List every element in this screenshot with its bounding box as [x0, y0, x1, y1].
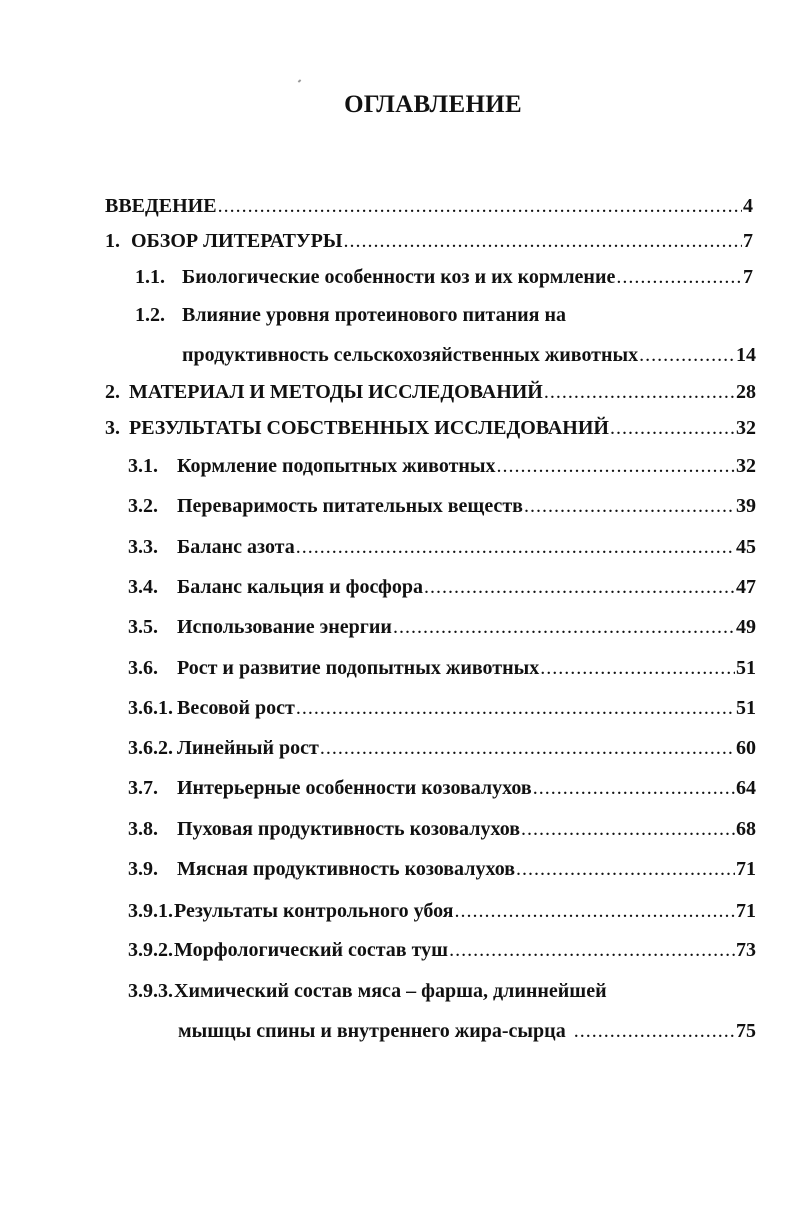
dot-leader	[610, 416, 735, 440]
toc-entry-number: 3.6.	[128, 657, 158, 679]
toc-entry-title: Биологические особенности коз и их кормление	[182, 266, 616, 288]
toc-entry-3-5[interactable]	[128, 615, 756, 639]
toc-page-number: 60	[736, 737, 756, 759]
toc-entry-title: Переваримость питательных веществ	[177, 495, 523, 517]
dot-leader	[524, 494, 735, 518]
toc-entry-title: Химический состав мяса – фарша, длиннейшей	[174, 980, 607, 1002]
toc-entry-title: Рост и развитие подопытных животных	[177, 657, 540, 679]
toc-entry-3-9[interactable]	[128, 857, 756, 881]
toc-entry-number: 3.4.	[128, 576, 158, 598]
toc-page-number: 71	[736, 900, 756, 922]
dot-leader	[540, 656, 735, 680]
toc-page-number: 32	[736, 455, 756, 477]
toc-entry-number: 2.	[105, 381, 120, 403]
toc-page-number: 32	[736, 417, 756, 439]
toc-entry-2[interactable]	[105, 380, 756, 404]
dot-leader	[574, 1019, 735, 1043]
dot-leader	[497, 454, 735, 478]
toc-entry-number: 3.6.2.	[128, 737, 173, 759]
toc-entry-title: Мясная продуктивность козовалухов	[177, 858, 515, 880]
toc-entry-3-9-3-continued[interactable]	[178, 1019, 756, 1043]
toc-entry-number: 3.9.2.	[128, 939, 173, 961]
dot-leader	[343, 229, 742, 253]
toc-entry-title: Морфологический состав туш	[174, 939, 449, 961]
toc-entry-title-continued: продуктивность сельскохозяйственных животных	[182, 344, 639, 366]
dot-leader	[616, 265, 742, 289]
toc-page-number: 73	[736, 939, 756, 961]
toc-entry-number: 3.6.1.	[128, 697, 173, 719]
toc-page-number: 39	[736, 495, 756, 517]
toc-entry-title: Пуховая продуктивность козовалухов	[177, 818, 520, 840]
toc-entry-title: ОБЗОР ЛИТЕРАТУРЫ	[131, 230, 343, 252]
dot-leader	[544, 380, 735, 404]
dot-leader	[455, 899, 735, 923]
toc-entry-3-3[interactable]	[128, 535, 756, 559]
toc-entry-3-6-2[interactable]	[128, 736, 756, 760]
toc-entry-number: 3.2.	[128, 495, 158, 517]
toc-page-number: 7	[743, 230, 753, 252]
toc-entry-title: Кормление подопытных животных	[177, 455, 496, 477]
toc-entry-number: 3.9.	[128, 858, 158, 880]
toc-entry-title: Баланс азота	[177, 536, 295, 558]
toc-entry-number: 3.5.	[128, 616, 158, 638]
toc-entry-number: 1.1.	[135, 266, 165, 288]
toc-entry-title: Влияние уровня протеинового питания на	[182, 304, 566, 326]
toc-entry-1-2[interactable]	[135, 303, 753, 327]
toc-page-number: 49	[736, 616, 756, 638]
toc-entry-number: 3.3.	[128, 536, 158, 558]
toc-page-number: 14	[736, 344, 756, 366]
toc-entry-title-continued: мышцы спины и внутреннего жира-сырца	[178, 1020, 566, 1042]
toc-entry-number: 3.7.	[128, 777, 158, 799]
toc-entry-title: Интерьерные особенности козовалухов	[177, 777, 532, 799]
toc-page-number: 7	[743, 266, 753, 288]
dot-leader	[218, 194, 742, 218]
toc-entry-number: 3.9.3.	[128, 980, 173, 1002]
toc-page-number: 51	[736, 657, 756, 679]
toc-entry-number: 3.8.	[128, 818, 158, 840]
dot-leader	[424, 575, 735, 599]
toc-page-number: 28	[736, 381, 756, 403]
toc-entry-3[interactable]	[105, 416, 756, 440]
toc-entry-title: Баланс кальция и фосфора	[177, 576, 424, 598]
dot-leader	[639, 343, 735, 367]
toc-page-number: 75	[736, 1020, 756, 1042]
toc-entry-1-1[interactable]	[135, 265, 753, 289]
toc-entry-title: Результаты контрольного убоя	[174, 900, 454, 922]
toc-entry-3-7[interactable]	[128, 776, 756, 800]
toc-page-number: 64	[736, 777, 756, 799]
toc-entry-title: МАТЕРИАЛ И МЕТОДЫ ИССЛЕДОВАНИЙ	[129, 381, 543, 403]
toc-entry-3-6-1[interactable]	[128, 696, 756, 720]
toc-entry-number: 3.1.	[128, 455, 158, 477]
toc-entry-introduction[interactable]	[105, 194, 753, 218]
toc-entry-title: ВВЕДЕНИЕ	[105, 195, 217, 217]
dot-leader	[449, 938, 735, 962]
toc-entry-3-6[interactable]	[128, 656, 756, 680]
toc-entry-3-4[interactable]	[128, 575, 756, 599]
toc-entry-3-8[interactable]	[128, 817, 756, 841]
dot-leader	[296, 696, 735, 720]
toc-entry-3-1[interactable]	[128, 454, 756, 478]
toc-page-number: 47	[736, 576, 756, 598]
dot-leader	[320, 736, 735, 760]
toc-entry-number: 3.	[105, 417, 120, 439]
toc-entry-3-9-1[interactable]	[128, 899, 756, 923]
page-title: ОГЛАВЛЕНИЕ	[344, 91, 522, 118]
toc-page-number: 71	[736, 858, 756, 880]
toc-entry-3-2[interactable]	[128, 494, 756, 518]
toc-page-number: 45	[736, 536, 756, 558]
dot-leader	[516, 857, 735, 881]
toc-page-number: 4	[743, 195, 753, 217]
toc-entry-number: 3.9.1.	[128, 900, 173, 922]
toc-entry-title: Использование энергии	[177, 616, 392, 638]
toc-entry-3-9-2[interactable]	[128, 938, 756, 962]
toc-page-number: 68	[736, 818, 756, 840]
toc-entry-1-2-continued[interactable]	[182, 343, 756, 367]
toc-entry-title: Линейный рост	[177, 737, 319, 759]
toc-page-number: 51	[736, 697, 756, 719]
dot-leader	[533, 776, 735, 800]
toc-entry-title: РЕЗУЛЬТАТЫ СОБСТВЕННЫХ ИССЛЕДОВАНИЙ	[129, 417, 609, 439]
dot-leader	[296, 535, 735, 559]
scan-speck	[298, 79, 302, 82]
toc-entry-number: 1.2.	[135, 304, 165, 326]
toc-entry-title: Весовой рост	[177, 697, 295, 719]
dot-leader	[521, 817, 735, 841]
toc-entry-1[interactable]	[105, 229, 753, 253]
toc-entry-3-9-3[interactable]	[128, 979, 756, 1003]
dot-leader	[393, 615, 735, 639]
toc-entry-number: 1.	[105, 230, 120, 252]
